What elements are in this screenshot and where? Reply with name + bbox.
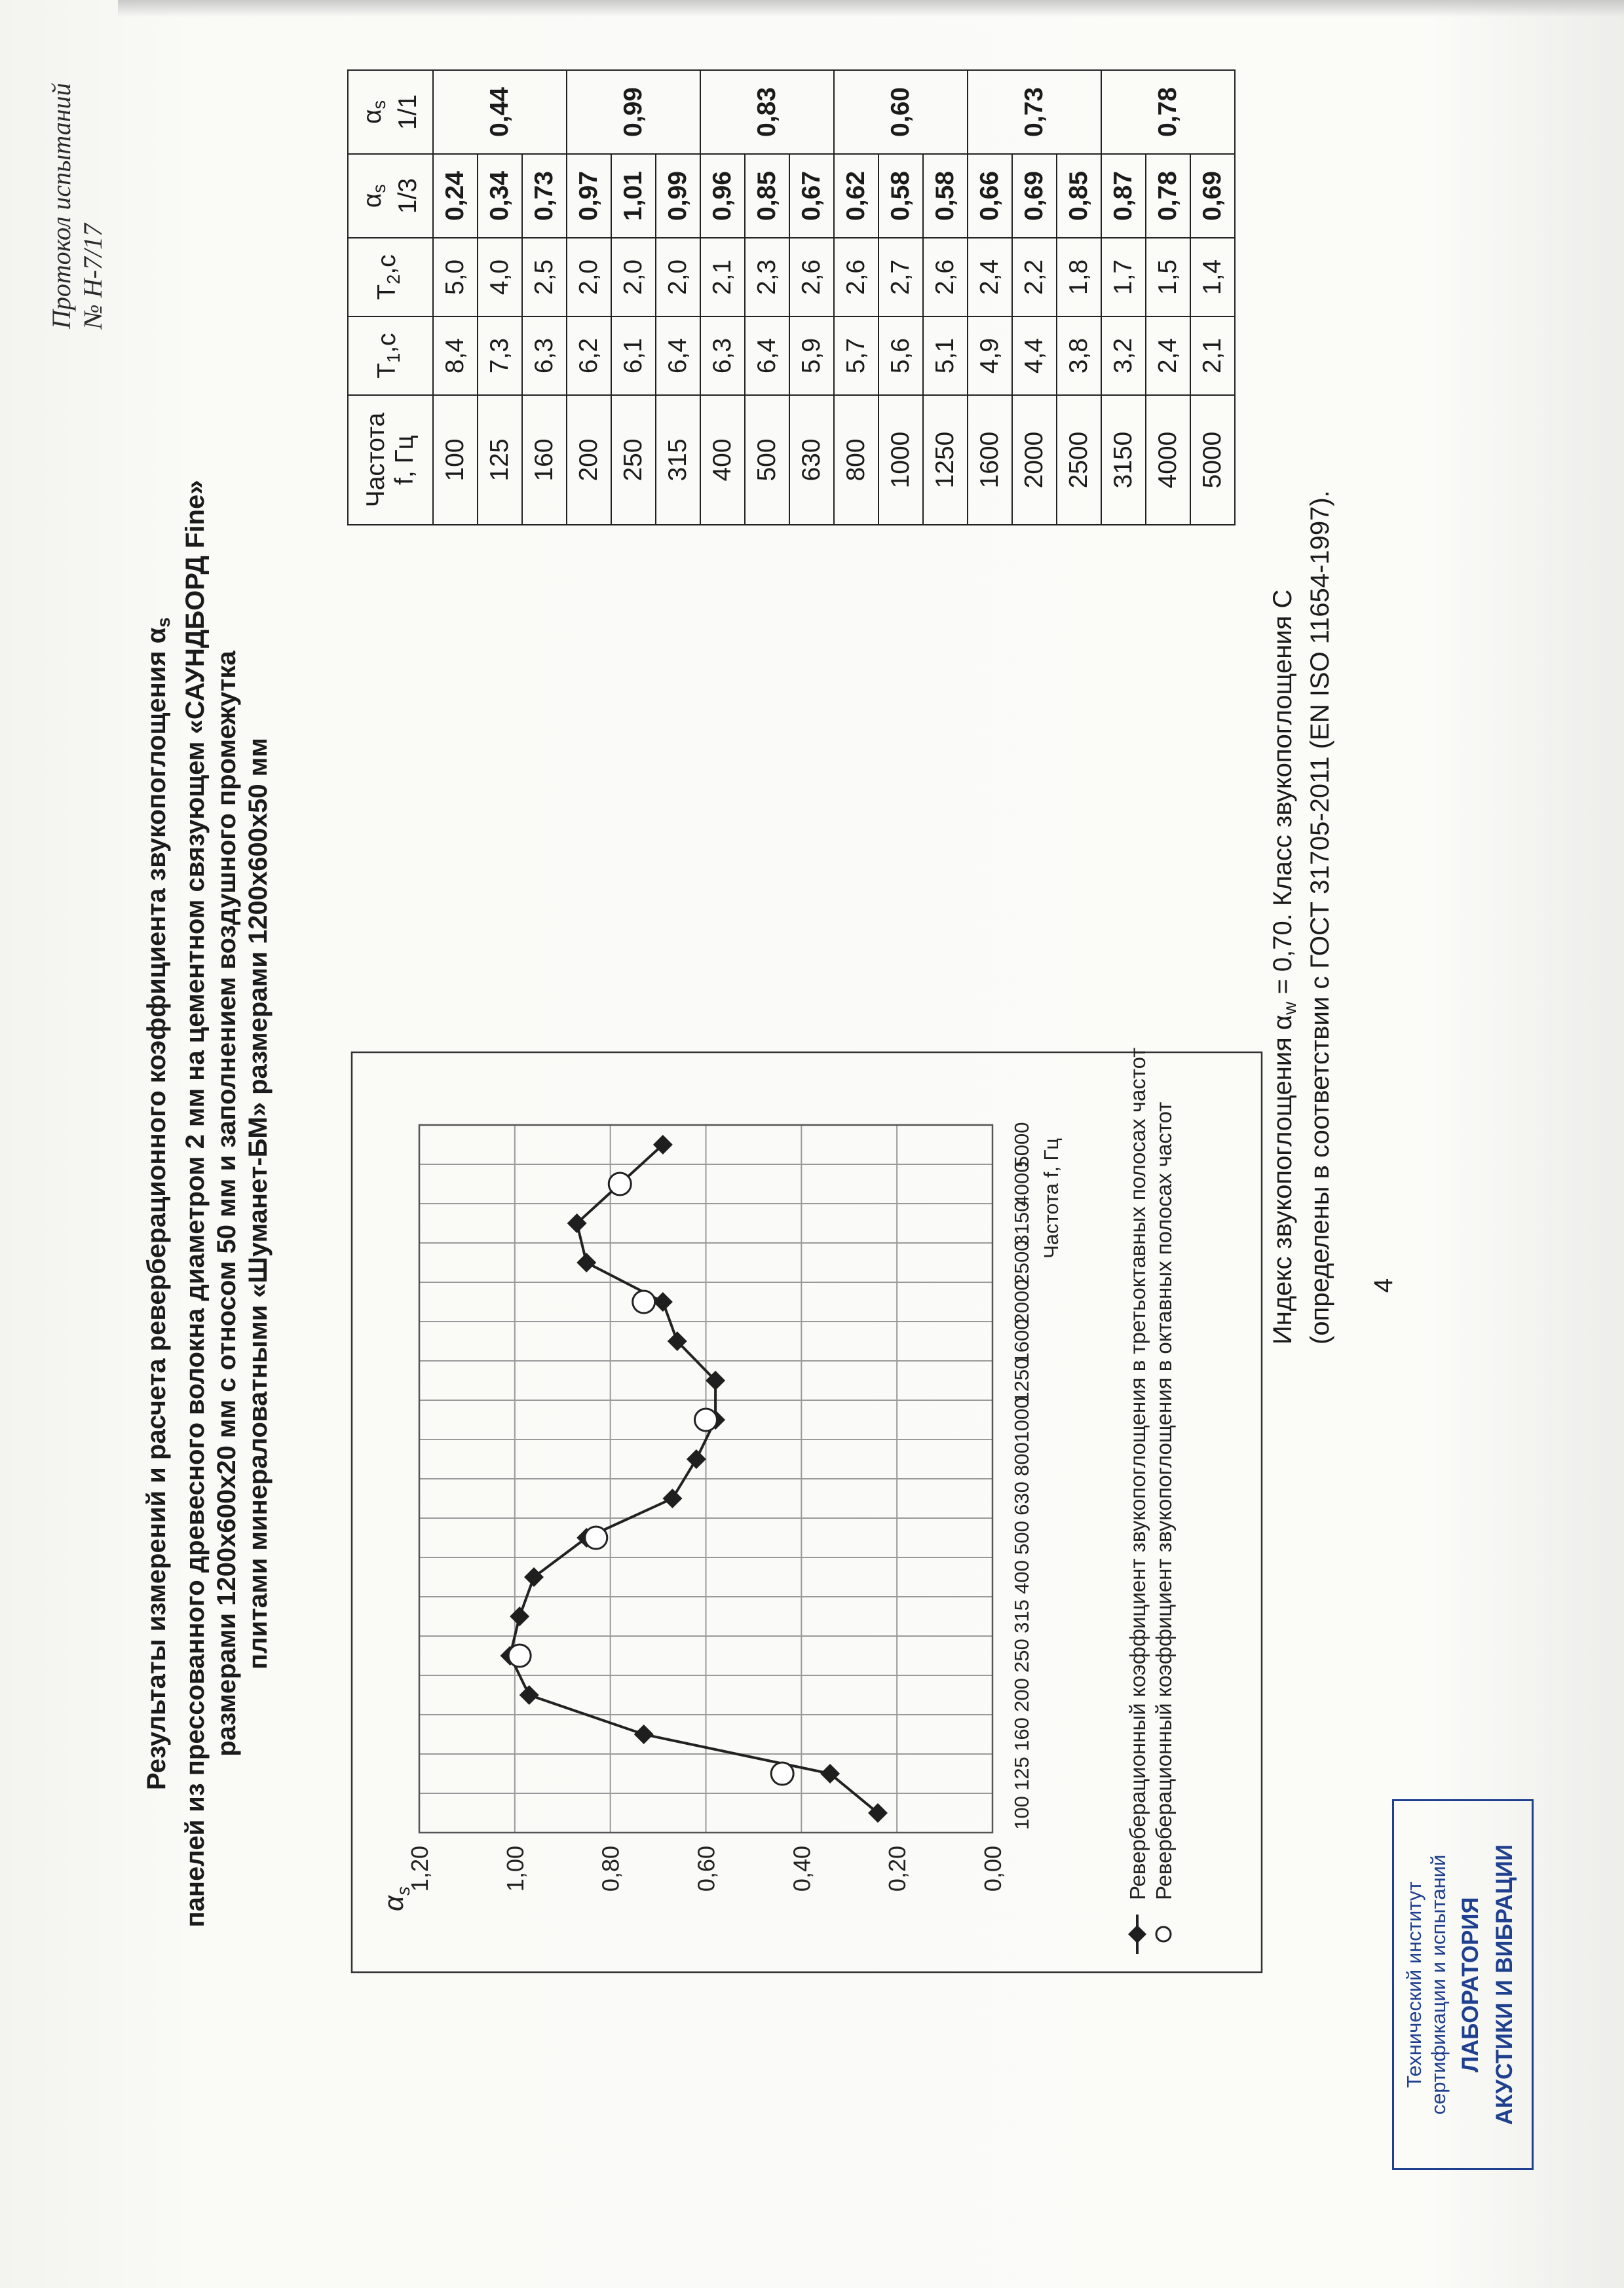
page-number: 4 xyxy=(1369,1278,1398,1293)
x-tick-label: 5000 xyxy=(1010,1122,1033,1168)
cell-t1: 2,1 xyxy=(1190,316,1235,395)
cell-frequency: 1000 xyxy=(878,395,923,525)
cell-alpha-octave: 0,73 xyxy=(968,70,1101,154)
x-tick-label: 2000 xyxy=(1010,1279,1033,1325)
cell-t1: 6,2 xyxy=(567,316,611,395)
cell-frequency: 500 xyxy=(745,395,789,525)
legend-circle-marker xyxy=(1156,1927,1171,1941)
cell-t1: 2,4 xyxy=(1146,316,1190,395)
cell-alpha-octave: 0,78 xyxy=(1101,70,1235,154)
cell-t2: 1,7 xyxy=(1101,238,1146,316)
stamp-lab-line-2: АКУСТИКИ И ВИБРАЦИИ xyxy=(1492,1844,1517,2126)
x-tick-label: 100 xyxy=(1010,1796,1033,1830)
third-octave-point xyxy=(687,1449,706,1469)
cell-alpha-third-octave: 0,69 xyxy=(1190,154,1235,238)
header-t2: $T_2,c$ xyxy=(348,238,433,316)
cell-t1: 3,2 xyxy=(1101,316,1146,395)
cell-alpha-third-octave: 0,66 xyxy=(968,154,1012,238)
octave-point xyxy=(695,1409,717,1431)
third-octave-point xyxy=(653,1292,673,1312)
cell-frequency: 800 xyxy=(834,395,878,525)
x-tick-label: 160 xyxy=(1010,1717,1033,1751)
cell-t1: 5,1 xyxy=(923,316,968,395)
octave-point xyxy=(633,1291,655,1313)
third-octave-point xyxy=(634,1725,654,1744)
cell-alpha-third-octave: 0,58 xyxy=(923,154,968,238)
cell-t2: 2,7 xyxy=(878,238,923,316)
header-alpha-third-octave: $\alpha_s$ 1/3 xyxy=(348,154,433,238)
cell-t1: 3,8 xyxy=(1057,316,1101,395)
cell-t2: 2,0 xyxy=(611,238,656,316)
y-axis-label-symbol: α xyxy=(378,1896,409,1911)
cell-t1: 6,4 xyxy=(656,316,700,395)
heading-line-4: плитами минераловатными «Шуманет-БМ» размерами 1200х600х50 мм xyxy=(244,738,273,1669)
cell-t2: 2,5 xyxy=(522,238,567,316)
y-tick-label: 0,00 xyxy=(979,1846,1006,1892)
table-row xyxy=(1101,70,1146,525)
y-tick-label: 0,20 xyxy=(884,1846,911,1892)
protocol-title: Протокол испытаний xyxy=(47,83,76,329)
x-tick-label: 2500 xyxy=(1010,1240,1033,1286)
x-tick-label: 500 xyxy=(1010,1521,1033,1555)
cell-alpha-third-octave: 0,67 xyxy=(789,154,834,238)
y-axis-label-subscript: s xyxy=(393,1886,413,1896)
octave-point xyxy=(609,1173,631,1195)
cell-frequency: 315 xyxy=(656,395,700,525)
table-row xyxy=(433,70,478,525)
cell-t2: 2,0 xyxy=(656,238,700,316)
x-tick-label: 250 xyxy=(1010,1639,1033,1673)
cell-alpha-third-octave: 0,73 xyxy=(522,154,567,238)
legend-label-third-octave: Реверберационный коэффициент звукопоглощения в третьоктавных полосах частот xyxy=(1125,1047,1150,1900)
table-row xyxy=(700,70,745,525)
cell-t2: 4,0 xyxy=(478,238,522,316)
cell-alpha-octave: 0,44 xyxy=(433,70,567,154)
cell-t1: 5,7 xyxy=(834,316,878,395)
cell-t2: 1,8 xyxy=(1057,238,1101,316)
cell-t2: 2,4 xyxy=(968,238,1012,316)
cell-t1: 4,4 xyxy=(1012,316,1057,395)
cell-t2: 5,0 xyxy=(433,238,478,316)
cell-t1: 5,9 xyxy=(789,316,834,395)
cell-frequency: 200 xyxy=(567,395,611,525)
lab-stamp xyxy=(1392,1799,1534,2170)
summary-index-line: Индекс звукопоглощения $\alpha_w = 0,70$. Класс звукопоглощения С xyxy=(1268,589,1300,1344)
cell-alpha-octave: 0,99 xyxy=(567,70,700,154)
x-tick-label: 315 xyxy=(1010,1599,1033,1633)
results-table-wrap xyxy=(347,69,1236,525)
table-header-row xyxy=(348,70,433,525)
cell-t2: 2,6 xyxy=(834,238,878,316)
cell-t2: 2,3 xyxy=(745,238,789,316)
cell-frequency: 125 xyxy=(478,395,522,525)
cell-frequency: 630 xyxy=(789,395,834,525)
cell-frequency: 5000 xyxy=(1190,395,1235,525)
cell-alpha-third-octave: 0,85 xyxy=(745,154,789,238)
third-octave-point xyxy=(662,1489,682,1508)
stamp-org-line-1: Технический институт xyxy=(1403,1881,1426,2088)
octave-point xyxy=(585,1527,607,1549)
cell-frequency: 1250 xyxy=(923,395,968,525)
cell-frequency: 100 xyxy=(433,395,478,525)
cell-alpha-third-octave: 0,24 xyxy=(433,154,478,238)
third-octave-point xyxy=(524,1567,544,1587)
cell-alpha-third-octave: 0,58 xyxy=(878,154,923,238)
cell-t2: 2,6 xyxy=(789,238,834,316)
summary-standard-line: (определены в соответствии с ГОСТ 31705-2011 (EN ISO 11654-1997). xyxy=(1306,490,1334,1344)
chart-svg xyxy=(350,1047,1264,1973)
x-tick-label: 400 xyxy=(1010,1560,1033,1594)
heading-line-3: размерами 1200х600х20 мм с относом 50 мм и заполнением воздушного промежутка xyxy=(212,651,241,1757)
y-tick-label: 0,40 xyxy=(788,1846,816,1892)
cell-alpha-third-octave: 0,99 xyxy=(656,154,700,238)
cell-alpha-third-octave: 1,01 xyxy=(611,154,656,238)
octave-point xyxy=(771,1763,793,1785)
header-alpha-octave: $\alpha_s$ 1/1 xyxy=(348,70,433,154)
x-tick-label: 1600 xyxy=(1010,1318,1033,1364)
cell-t1: 6,1 xyxy=(611,316,656,395)
header-frequency: Частота f, Гц xyxy=(348,395,433,525)
stamp-org-line-2: сертификации и испытаний xyxy=(1427,1854,1450,2115)
third-octave-point xyxy=(576,1253,596,1272)
cell-t2: 2,0 xyxy=(567,238,611,316)
cell-t2: 2,1 xyxy=(700,238,745,316)
x-tick-label: 3150 xyxy=(1010,1200,1033,1246)
cell-alpha-third-octave: 0,96 xyxy=(700,154,745,238)
summary-block xyxy=(1268,296,1335,1344)
cell-frequency: 2000 xyxy=(1012,395,1057,525)
cell-alpha-third-octave: 0,34 xyxy=(478,154,522,238)
cell-frequency: 4000 xyxy=(1146,395,1190,525)
y-tick-label: 1,20 xyxy=(406,1846,433,1892)
cell-t1: 8,4 xyxy=(433,316,478,395)
cell-t2: 1,4 xyxy=(1190,238,1235,316)
x-tick-label: 125 xyxy=(1010,1757,1033,1791)
cell-t2: 2,6 xyxy=(923,238,968,316)
cell-frequency: 160 xyxy=(522,395,567,525)
header-t1: $T_1,c$ xyxy=(348,316,433,395)
octave-point xyxy=(508,1645,531,1667)
x-tick-label: 1250 xyxy=(1010,1358,1033,1403)
cell-frequency: 1600 xyxy=(968,395,1012,525)
legend-diamond-marker xyxy=(1128,1925,1146,1943)
cell-alpha-octave: 0,60 xyxy=(834,70,968,154)
cell-t1: 5,6 xyxy=(878,316,923,395)
y-axis-label xyxy=(378,1886,413,1911)
cell-alpha-third-octave: 0,78 xyxy=(1146,154,1190,238)
x-tick-label: 200 xyxy=(1010,1678,1033,1712)
cell-t2: 1,5 xyxy=(1146,238,1190,316)
cell-frequency: 400 xyxy=(700,395,745,525)
protocol-label xyxy=(46,54,109,329)
cell-t1: 6,3 xyxy=(700,316,745,395)
table-row xyxy=(968,70,1012,525)
x-axis-label: Частота f, Гц xyxy=(1040,1138,1063,1259)
y-tick-label: 0,60 xyxy=(692,1846,720,1892)
cell-alpha-octave: 0,83 xyxy=(700,70,834,154)
table-row xyxy=(834,70,878,525)
x-tick-label: 630 xyxy=(1010,1481,1033,1516)
stamp-lab-line-1: ЛАБОРАТОРИЯ xyxy=(1458,1897,1483,2072)
table-row xyxy=(567,70,611,525)
cell-t1: 4,9 xyxy=(968,316,1012,395)
x-tick-label: 4000 xyxy=(1010,1161,1033,1207)
cell-frequency: 250 xyxy=(611,395,656,525)
x-tick-label: 800 xyxy=(1010,1442,1033,1476)
third-octave-point xyxy=(519,1685,539,1705)
results-table xyxy=(347,69,1236,525)
cell-frequency: 2500 xyxy=(1057,395,1101,525)
y-tick-label: 1,00 xyxy=(501,1846,529,1892)
x-tick-label: 1000 xyxy=(1010,1397,1033,1443)
document-heading xyxy=(141,434,274,1973)
heading-line-1: Результаты измерений и расчета реверберационного коэффициента звукопоглощения $\alpha_s$ xyxy=(142,617,174,1790)
y-tick-label: 0,80 xyxy=(597,1846,624,1892)
cell-alpha-third-octave: 0,87 xyxy=(1101,154,1146,238)
protocol-number: № Н-7/17 xyxy=(78,223,107,329)
cell-alpha-third-octave: 0,62 xyxy=(834,154,878,238)
cell-t2: 2,2 xyxy=(1012,238,1057,316)
cell-frequency: 3150 xyxy=(1101,395,1146,525)
cell-alpha-third-octave: 0,97 xyxy=(567,154,611,238)
cell-t1: 6,4 xyxy=(745,316,789,395)
heading-line-2: панелей из прессованного древесного волокна диаметром 2 мм на цементном связующем «САУНДБОРД Fine» xyxy=(181,480,210,1928)
cell-t1: 6,3 xyxy=(522,316,567,395)
cell-alpha-third-octave: 0,69 xyxy=(1012,154,1057,238)
legend-label-octave: Реверберационный коэффициент звукопоглощения в октавных полосах частот xyxy=(1152,1101,1176,1900)
third-octave-point xyxy=(510,1607,529,1626)
absorption-chart xyxy=(350,1047,1264,1973)
cell-alpha-third-octave: 0,85 xyxy=(1057,154,1101,238)
cell-t1: 7,3 xyxy=(478,316,522,395)
